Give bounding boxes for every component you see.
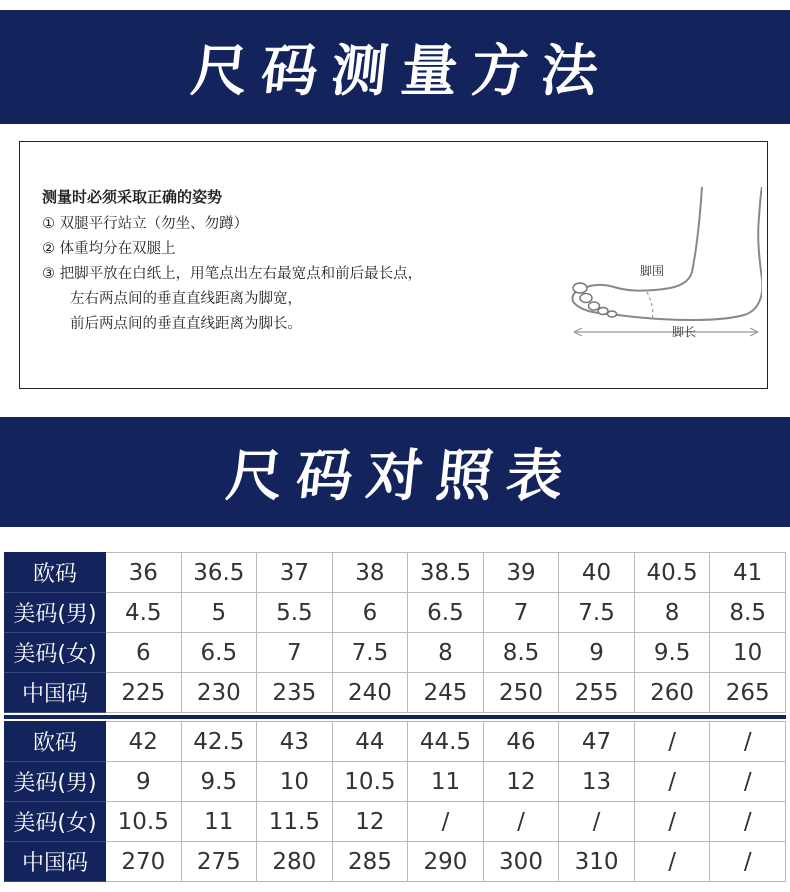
size-cell: 9.5 — [181, 762, 257, 802]
instruction-step-3-width: 左右两点间的垂直直线距离为脚宽， — [70, 291, 302, 307]
size-cell: / — [483, 802, 559, 842]
size-cell: / — [710, 722, 786, 762]
size-table-1 — [4, 552, 786, 713]
size-cell: 235 — [257, 673, 333, 713]
size-row-label: 美码(女) — [5, 802, 106, 842]
measurement-instructions-box — [19, 141, 768, 389]
instruction-step-3-length: 前后两点间的垂直直线距离为脚长。 — [70, 316, 302, 332]
instructions-heading: 测量时必须采取正确的姿势 — [42, 188, 223, 206]
size-cell: / — [634, 762, 710, 802]
size-cell: 225 — [106, 673, 182, 713]
size-cell: 265 — [710, 673, 786, 713]
size-row — [5, 722, 786, 762]
size-cell: / — [710, 762, 786, 802]
size-cell: 10.5 — [332, 762, 408, 802]
size-cell: 7.5 — [332, 633, 408, 673]
size-cell: 4.5 — [106, 593, 182, 633]
size-cell: 43 — [257, 722, 333, 762]
size-cell: / — [634, 722, 710, 762]
size-cell: 8.5 — [710, 593, 786, 633]
size-cell: 40.5 — [634, 553, 710, 593]
size-table-2 — [4, 721, 786, 882]
size-cell: 46 — [483, 722, 559, 762]
instruction-step-1: ① 双腿平行站立（勿坐、勿蹲） — [42, 216, 249, 232]
size-cell: 44.5 — [408, 722, 484, 762]
size-cell: 285 — [332, 842, 408, 882]
size-cell: 5 — [181, 593, 257, 633]
size-cell: 40 — [559, 553, 635, 593]
size-cell: / — [559, 802, 635, 842]
size-cell: 41 — [710, 553, 786, 593]
foot-diagram — [552, 177, 762, 352]
size-cell: 230 — [181, 673, 257, 713]
size-cell: 280 — [257, 842, 333, 882]
size-cell: 36.5 — [181, 553, 257, 593]
size-row — [5, 762, 786, 802]
size-row-label: 中国码 — [5, 673, 106, 713]
size-cell: 10.5 — [106, 802, 182, 842]
size-cell: 260 — [634, 673, 710, 713]
size-row-label: 欧码 — [5, 722, 106, 762]
size-cell: 310 — [559, 842, 635, 882]
size-cell: 9.5 — [634, 633, 710, 673]
size-cell: 250 — [483, 673, 559, 713]
size-cell: 7.5 — [559, 593, 635, 633]
size-cell: 290 — [408, 842, 484, 882]
size-cell: / — [408, 802, 484, 842]
size-cell: 270 — [106, 842, 182, 882]
size-cell: 12 — [332, 802, 408, 842]
size-cell: 8.5 — [483, 633, 559, 673]
size-cell: 5.5 — [257, 593, 333, 633]
size-cell: 9 — [559, 633, 635, 673]
size-row-label: 中国码 — [5, 842, 106, 882]
size-row — [5, 673, 786, 713]
size-cell: 275 — [181, 842, 257, 882]
size-cell: 12 — [483, 762, 559, 802]
size-chart-banner — [0, 417, 790, 527]
size-chart-title: 尺码对照表 — [223, 444, 580, 509]
instruction-step-2: ② 体重均分在双腿上 — [42, 241, 176, 257]
size-row-label: 美码(女) — [5, 633, 106, 673]
instruction-step-3: ③ 把脚平放在白纸上，用笔点出左右最宽点和前后最长点， — [42, 266, 423, 282]
size-cell: 245 — [408, 673, 484, 713]
size-cell: / — [710, 802, 786, 842]
table-divider — [4, 715, 786, 719]
instructions-text — [42, 185, 422, 337]
size-cell: 47 — [559, 722, 635, 762]
measure-method-title: 尺码测量方法 — [188, 39, 615, 104]
size-cell: 8 — [408, 633, 484, 673]
size-cell: 8 — [634, 593, 710, 633]
size-cell: 38.5 — [408, 553, 484, 593]
size-cell: / — [634, 842, 710, 882]
size-cell: 6 — [332, 593, 408, 633]
size-cell: 7 — [257, 633, 333, 673]
size-cell: 6.5 — [181, 633, 257, 673]
size-cell: 10 — [710, 633, 786, 673]
size-cell: 42 — [106, 722, 182, 762]
size-row — [5, 802, 786, 842]
size-cell: 9 — [106, 762, 182, 802]
size-cell: / — [634, 802, 710, 842]
size-cell: 10 — [257, 762, 333, 802]
size-cell: 300 — [483, 842, 559, 882]
size-row — [5, 633, 786, 673]
size-row-label: 美码(男) — [5, 593, 106, 633]
size-cell: 36 — [106, 553, 182, 593]
size-cell: 240 — [332, 673, 408, 713]
size-cell: 11 — [408, 762, 484, 802]
size-cell: 7 — [483, 593, 559, 633]
size-row — [5, 553, 786, 593]
size-cell: 37 — [257, 553, 333, 593]
size-row-label: 欧码 — [5, 553, 106, 593]
size-row-label: 美码(男) — [5, 762, 106, 802]
size-row — [5, 593, 786, 633]
size-cell: 6 — [106, 633, 182, 673]
size-cell: 39 — [483, 553, 559, 593]
size-cell: 44 — [332, 722, 408, 762]
size-cell: 11.5 — [257, 802, 333, 842]
size-cell: / — [710, 842, 786, 882]
foot-length-label: 脚长 — [672, 325, 697, 339]
size-cell: 38 — [332, 553, 408, 593]
size-row — [5, 842, 786, 882]
foot-girth-label: 脚围 — [640, 264, 665, 278]
size-cell: 255 — [559, 673, 635, 713]
size-cell: 11 — [181, 802, 257, 842]
size-cell: 6.5 — [408, 593, 484, 633]
measure-method-banner — [0, 10, 790, 124]
size-cell: 13 — [559, 762, 635, 802]
size-cell: 42.5 — [181, 722, 257, 762]
